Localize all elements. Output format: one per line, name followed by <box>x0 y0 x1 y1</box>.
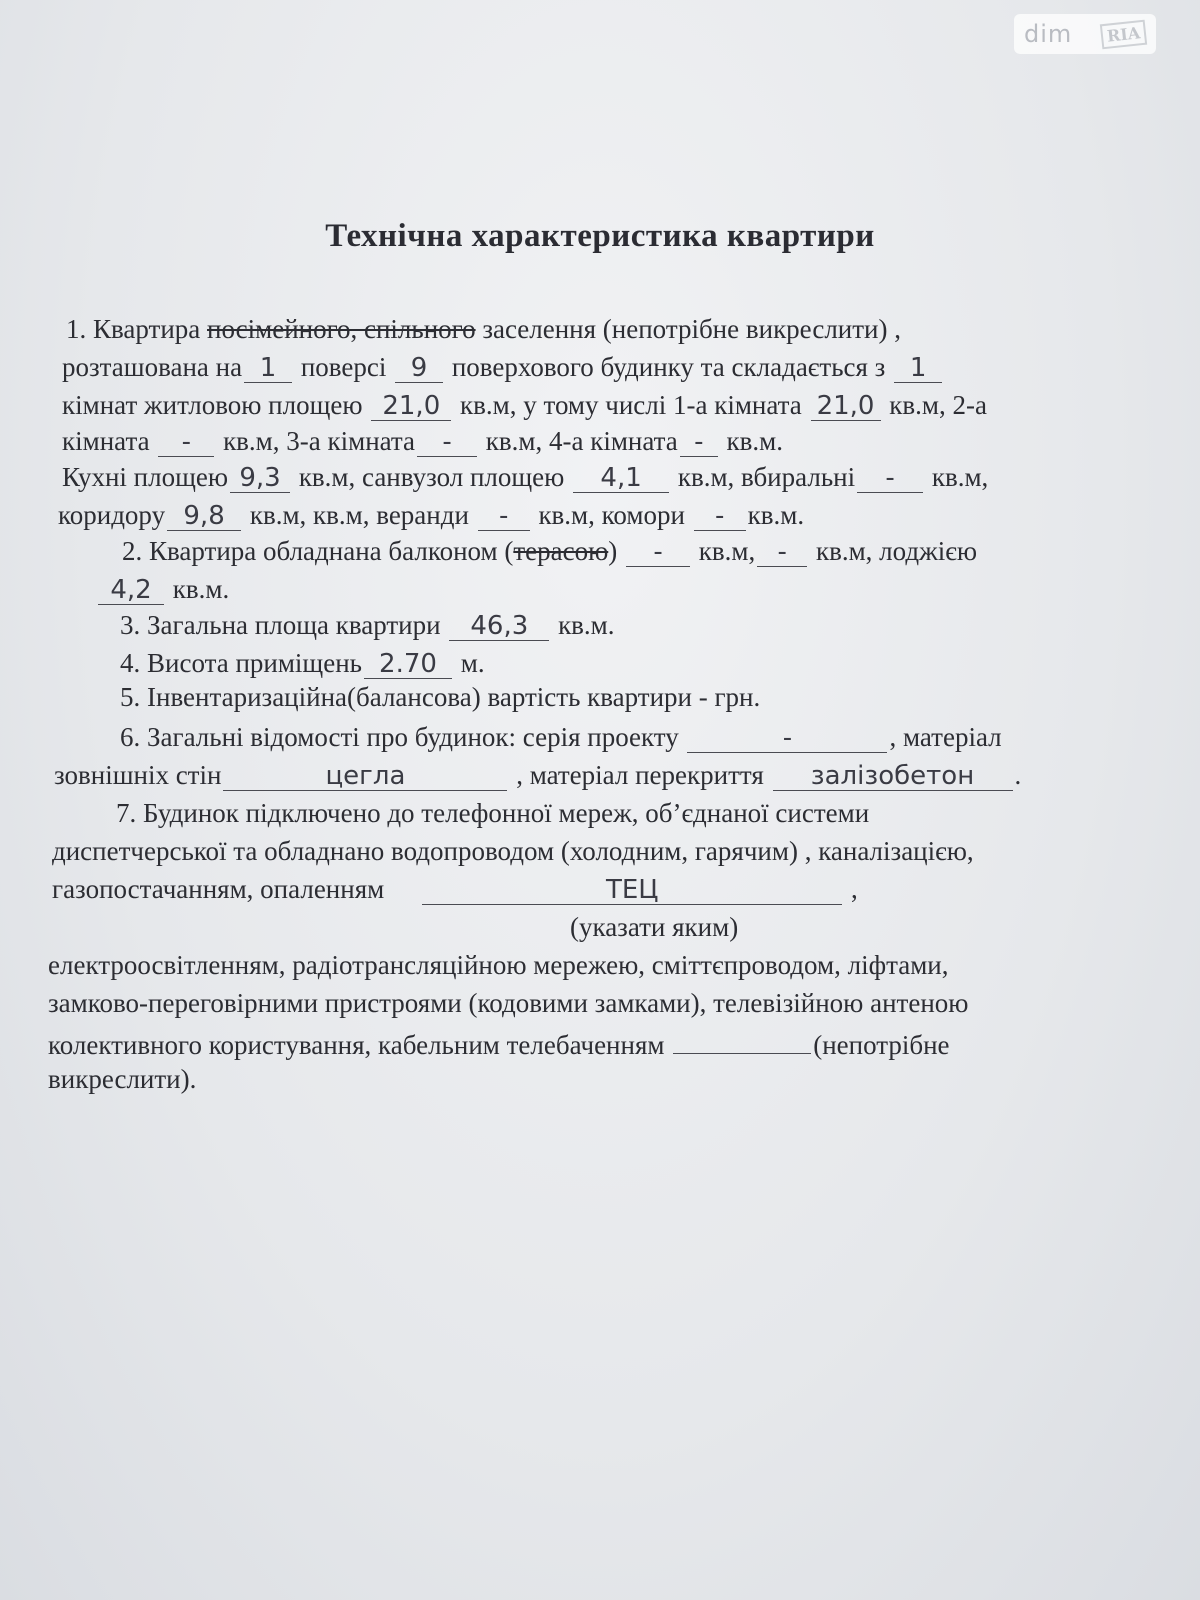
field-room3: - <box>417 428 477 457</box>
field-balcony: - <box>626 538 690 567</box>
s3-line: 3. Загальна площа квартири 46,3 кв.м. <box>120 610 615 641</box>
field-wall-material: цегла <box>223 762 507 791</box>
field-heating: ТЕЦ <box>422 876 842 905</box>
s7-line6: колективного користування, кабельним телебаченням (непотрібне <box>48 1030 950 1060</box>
field-floor-material: залізобетон <box>773 762 1013 791</box>
watermark-dim: dim <box>1024 20 1073 48</box>
field-project-series: - <box>687 724 887 753</box>
field-corridor: 9,8 <box>167 502 241 531</box>
field-floor: 1 <box>244 354 292 383</box>
field-storage: - <box>694 502 746 531</box>
s7-line4: електроосвітленням, радіотрансляційною мережею, сміттєпроводом, ліфтами, <box>48 950 949 980</box>
field-room4: - <box>680 428 718 457</box>
struck-terrace: терасою <box>513 536 609 566</box>
struck-text: посімейного, спільного <box>207 314 476 344</box>
s1-line5: Кухні площею 9,3 кв.м, санвузол площею 4,1 кв.м, вбиральні - кв.м, <box>62 462 989 493</box>
field-blank <box>673 1053 811 1054</box>
field-bathroom: 4,1 <box>573 464 669 493</box>
s7-line5: замково-переговірними пристроями (кодовими замками), телевізійною антеною <box>48 988 969 1018</box>
field-loggia: 4,2 <box>98 576 164 605</box>
field-living-area: 21,0 <box>371 392 451 421</box>
field-terrace: - <box>757 538 807 567</box>
s4-line: 4. Висота приміщень 2.70 м. <box>120 648 485 679</box>
field-toilet: - <box>857 464 923 493</box>
s7-line1: 7. Будинок підключено до телефонної мереж, об’єднаної системи <box>116 798 870 828</box>
s1-line1: 1. Квартира посімейного, спільного заселення (непотрібне викреслити) , <box>66 314 901 344</box>
field-veranda: - <box>478 502 530 531</box>
document-title: Технічна характеристика квартири <box>325 218 875 254</box>
watermark-ria: RIA <box>1100 19 1148 49</box>
s1-line3: кімнат житловою площею 21,0 кв.м, у тому числі 1-а кімната 21,0 кв.м, 2-а <box>62 390 987 421</box>
s6-line2: зовнішніх стін цегла , матеріал перекриття залізобетон . <box>54 760 1022 791</box>
s1-line4: кімната - кв.м, 3-а кімната - кв.м, 4-а кімната - кв.м. <box>62 426 783 457</box>
field-room2: - <box>158 428 214 457</box>
field-kitchen: 9,3 <box>230 464 290 493</box>
s7-line3: газопостачанням, опаленням ТЕЦ , <box>52 874 858 905</box>
field-room1: 21,0 <box>811 392 881 421</box>
s7-line7: викреслити). <box>48 1064 197 1094</box>
s2-line1: 2. Квартира обладнана балконом (терасою) - кв.м, - кв.м, лоджією <box>122 536 978 567</box>
field-height: 2.70 <box>364 650 452 679</box>
s2-line2: 4,2 кв.м. <box>96 572 229 606</box>
s1-line6: коридору 9,8 кв.м, кв.м, веранди - кв.м, комори - кв.м. <box>58 500 805 531</box>
s7-hint: (указати яким) <box>570 912 739 942</box>
s6-line1: 6. Загальні відомості про будинок: серія проекту - , матеріал <box>120 722 1002 753</box>
field-rooms: 1 <box>894 354 942 383</box>
s5-line: 5. Інвентаризаційна(балансова) вартість квартири - грн. <box>120 682 761 712</box>
watermark <box>1014 14 1156 54</box>
field-total-area: 46,3 <box>449 612 549 641</box>
s7-line2: диспетчерської та обладнано водопроводом (холодним, гарячим) , каналізацією, <box>52 836 974 866</box>
s1-line2: розташована на 1 поверсі 9 поверхового будинку та складається з 1 <box>62 350 944 384</box>
field-floors: 9 <box>395 354 443 383</box>
